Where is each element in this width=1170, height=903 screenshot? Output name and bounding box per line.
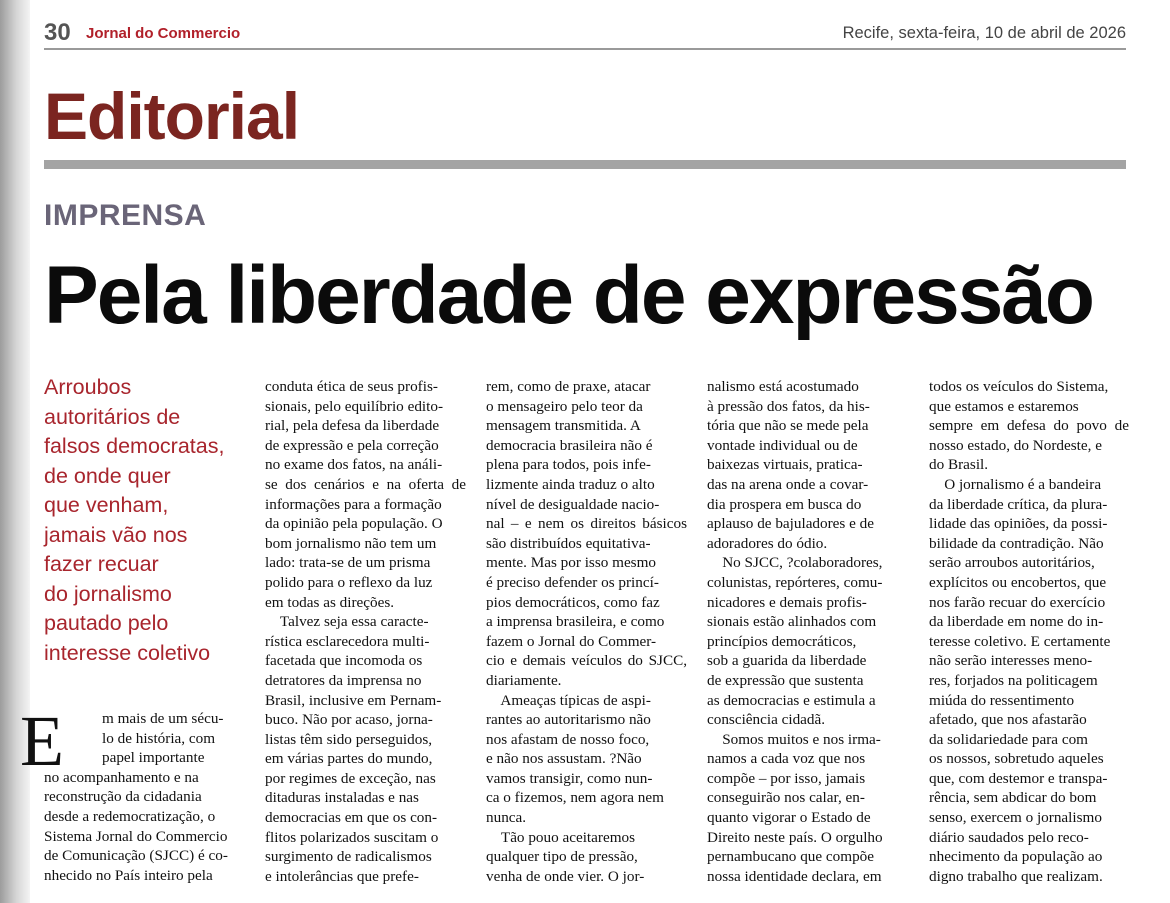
standfirst-line: do jornalismo xyxy=(44,581,172,606)
text-line: em todas as direções. xyxy=(265,593,395,611)
text-line: no exame dos fatos, na análi- xyxy=(265,456,443,474)
text-line: surgimento de radicalismos xyxy=(265,848,432,866)
text-line: mente. Mas por isso mesmo xyxy=(486,554,656,572)
text-line: o mensageiro pelo teor da xyxy=(486,397,643,415)
kicker: IMPRENSA xyxy=(44,199,207,232)
text-line: vamos transigir, como nun- xyxy=(486,769,653,787)
text-line: Somos muitos e nos irma- xyxy=(707,730,881,748)
text-line: Sistema Jornal do Commercio xyxy=(44,827,228,845)
text-line: lo de história, com xyxy=(102,729,216,747)
text-line: afetado, que nos afastarão xyxy=(929,711,1087,729)
text-line: buco. Não por acaso, jorna- xyxy=(265,711,433,729)
text-line: princípios democráticos, xyxy=(707,632,857,650)
text-line: nalismo está acostumado xyxy=(707,378,859,395)
text-line: nal – e nem os direitos básicos xyxy=(486,515,687,533)
text-line: res, forjados na politicagem xyxy=(929,671,1098,689)
text-line: os nossos, sobretudo aqueles xyxy=(929,750,1104,768)
text-line: lidade das opiniões, da possi- xyxy=(929,515,1108,533)
text-line: O jornalismo é a bandeira xyxy=(929,475,1102,493)
page-number: 30 xyxy=(44,19,71,46)
text-line: Ameaças típicas de aspi- xyxy=(486,691,651,709)
text-line: lizmente ainda traduz o alto xyxy=(486,475,655,493)
text-line: Talvez seja essa caracte- xyxy=(265,613,429,631)
text-line: No SJCC, ?colaboradores, xyxy=(707,554,883,572)
text-line: do Brasil. xyxy=(929,456,989,474)
text-line: que estamos e estaremos xyxy=(929,397,1079,415)
text-line: nunca. xyxy=(486,809,527,827)
text-line: cio e demais veículos do SJCC, xyxy=(486,652,687,670)
text-line: nos afastam de nosso foco, xyxy=(486,730,650,748)
section-rule xyxy=(44,160,1126,169)
text-line: flitos polarizados suscitam o xyxy=(265,828,439,846)
text-line: sempre em defesa do povo de xyxy=(929,417,1129,435)
text-line: Brasil, inclusive em Pernam- xyxy=(265,691,442,709)
standfirst-line: de onde quer xyxy=(44,463,171,488)
text-line: pios democráticos, como faz xyxy=(486,593,660,611)
text-line: quanto vigorar o Estado de xyxy=(707,809,871,827)
text-line: Tão pouo aceitaremos xyxy=(486,828,636,846)
text-line: listas têm sido perseguidos, xyxy=(265,730,433,748)
text-line: conseguirão nos calar, en- xyxy=(707,789,865,807)
text-line: lado: trata-se de um prisma xyxy=(265,554,431,572)
text-line: ditaduras instaladas e nas xyxy=(265,789,419,807)
text-line: de expressão que sustenta xyxy=(707,671,864,689)
text-line: miúda do ressentimento xyxy=(929,691,1075,709)
text-line: nosso estado, do Nordeste, e xyxy=(929,436,1102,454)
text-line: democracia brasileira não é xyxy=(486,436,653,454)
page-header xyxy=(44,18,1126,48)
text-line: de expressão e pela correção xyxy=(265,436,439,454)
text-line: no acompanhamento e na xyxy=(44,768,199,786)
text-line: bilidade da contradição. Não xyxy=(929,534,1104,552)
text-line: sionais estão alinhados com xyxy=(707,613,877,631)
body-column-1 xyxy=(44,709,244,885)
text-line: e intolerâncias que prefe- xyxy=(265,867,419,885)
text-line: compõe – por isso, jamais xyxy=(707,769,866,787)
text-line: diário saudados pelo reco- xyxy=(929,828,1089,846)
standfirst-line: interesse coletivo xyxy=(44,640,211,665)
standfirst-line: que venham, xyxy=(44,493,169,517)
text-line: colunistas, repórteres, comu- xyxy=(707,573,883,591)
text-line: teresse coletivo. E certamente xyxy=(929,632,1111,650)
text-line: diariamente. xyxy=(486,671,562,689)
text-line: por regimes de exceção, nas xyxy=(265,769,436,787)
text-line: consciência cidadã. xyxy=(707,711,826,729)
text-line: nossa identidade declara, em xyxy=(707,867,882,885)
text-line: rem, como de praxe, atacar xyxy=(486,378,651,395)
standfirst xyxy=(44,373,244,668)
standfirst-line: pautado pelo xyxy=(44,611,169,635)
text-line: se dos cenários e na oferta de xyxy=(265,475,466,493)
text-line: em várias partes do mundo, xyxy=(265,750,433,768)
text-line: fazem o Jornal do Commer- xyxy=(486,632,657,650)
text-line: sob a guarida da liberdade xyxy=(707,652,867,670)
text-line: vontade individual ou de xyxy=(707,436,858,454)
text-line: namos a cada voz que nos xyxy=(707,750,866,768)
text-line: de Comunicação (SJCC) é co- xyxy=(44,847,228,865)
text-line: nicadores e demais profis- xyxy=(707,593,867,611)
text-line: nhecido no País inteiro pela xyxy=(44,866,213,884)
text-line: nos farão recuar do exercício xyxy=(929,593,1106,611)
text-line: que, com destemor e transpa- xyxy=(929,769,1108,787)
standfirst-line: fazer recuar xyxy=(44,552,159,576)
text-line: serão arroubos autoritários, xyxy=(929,554,1095,572)
text-line: e não nos assustam. ?Não xyxy=(486,750,642,768)
text-line: pernambucano que compõe xyxy=(707,848,874,866)
newspaper-name: Jornal do Commercio xyxy=(86,25,241,42)
text-line: são distribuídos equitativa- xyxy=(486,534,651,552)
text-line: polido para o reflexo da luz xyxy=(265,573,433,591)
text-line: m mais de um sécu- xyxy=(102,710,224,727)
text-line: plena para todos, pois infe- xyxy=(486,456,651,474)
text-line: todos os veículos do Sistema, xyxy=(929,378,1109,395)
text-line: tória que não se mede pela xyxy=(707,417,869,435)
text-line: mensagem transmitida. A xyxy=(486,417,641,435)
text-line: Direito neste país. O orgulho xyxy=(707,828,883,846)
text-line: senso, exercem o jornalismo xyxy=(929,809,1102,827)
text-line: baixezas virtuais, pratica- xyxy=(707,456,863,474)
text-line: da liberdade em nome do in- xyxy=(929,613,1104,631)
dropcap: E xyxy=(20,701,64,781)
body-column-4 xyxy=(707,377,908,886)
standfirst-line: autoritários de xyxy=(44,404,181,429)
text-line: conduta ética de seus profis- xyxy=(265,378,438,395)
body-column-2 xyxy=(265,377,466,886)
body-column-3 xyxy=(486,377,687,886)
standfirst-line: falsos democratas, xyxy=(44,434,225,458)
text-line: não serão interesses meno- xyxy=(929,652,1093,670)
text-line: rência, sem abdicar do bom xyxy=(929,789,1097,807)
text-line: aplauso de bajuladores e de xyxy=(707,515,874,533)
text-line: as democracias e estimula a xyxy=(707,691,876,709)
text-line: bom jornalismo não tem um xyxy=(265,534,437,552)
text-line: desde a redemocratização, o xyxy=(44,807,216,825)
text-line: venha de onde vier. O jor- xyxy=(486,867,645,885)
text-line: nível de desigualdade nacio- xyxy=(486,495,660,513)
text-line: detratores da imprensa no xyxy=(265,671,422,689)
text-line: facetada que incomoda os xyxy=(265,652,423,670)
section-title: Editorial xyxy=(44,79,300,153)
text-line: das na arena onde a covar- xyxy=(707,475,869,493)
text-line: a imprensa brasileira, e como xyxy=(486,613,665,631)
text-line: da liberdade crítica, da plura- xyxy=(929,495,1108,513)
standfirst-line: jamais vão nos xyxy=(44,522,188,547)
header-rule xyxy=(44,48,1126,50)
text-line: qualquer tipo de pressão, xyxy=(486,848,638,866)
text-line: digno trabalho que realizam. xyxy=(929,867,1103,885)
text-line: rial, pela defesa da liberdade xyxy=(265,417,440,435)
text-line: reconstrução da cidadania xyxy=(44,788,202,806)
text-line: é preciso defender os princí- xyxy=(486,573,659,591)
dateline: Recife, sexta-feira, 10 de abril de 2026 xyxy=(842,24,1126,42)
headline: Pela liberdade de expressão xyxy=(44,250,1093,341)
text-line: dia prospera em busca do xyxy=(707,495,862,513)
text-line: rantes ao autoritarismo não xyxy=(486,711,651,729)
text-line: da opinião pela população. O xyxy=(265,515,443,533)
text-line: explícitos ou encobertos, que xyxy=(929,573,1107,591)
text-line: ca o fizemos, nem agora nem xyxy=(486,789,664,807)
body-column-5 xyxy=(929,377,1129,886)
text-line: adoradores do ódio. xyxy=(707,534,828,552)
text-line: sionais, pelo equilíbrio edito- xyxy=(265,397,444,415)
text-line: informações para a formação xyxy=(265,495,442,513)
text-line: papel importante xyxy=(102,749,205,767)
text-line: à pressão dos fatos, da his- xyxy=(707,397,870,415)
text-line: da solidariedade para com xyxy=(929,730,1088,748)
standfirst-line: Arroubos xyxy=(44,375,132,399)
text-line: democracias em que os con- xyxy=(265,809,438,827)
text-line: nhecimento da população ao xyxy=(929,848,1103,866)
text-line: rística esclarecedora multi- xyxy=(265,632,430,650)
